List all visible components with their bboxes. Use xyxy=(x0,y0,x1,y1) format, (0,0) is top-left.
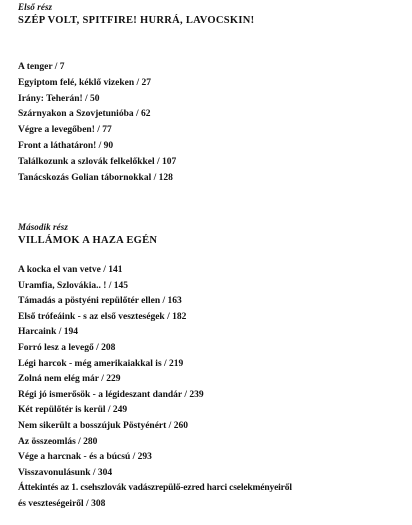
toc-entry: A tenger / 7 xyxy=(18,62,65,72)
toc-entry: Zolná nem elég már / 229 xyxy=(18,374,121,385)
part2-label: Második rész xyxy=(18,222,68,232)
toc-entry: Forró lesz a levegő / 208 xyxy=(18,342,116,353)
part2-toc-list xyxy=(18,263,292,513)
toc-entry: Első trófeáink - s az első veszteségek / 182 xyxy=(18,311,187,322)
toc-entry: Irány: Teherán! / 50 xyxy=(18,93,100,104)
toc-entry: Vége a harcnak - és a búcsú / 293 xyxy=(18,452,152,463)
toc-entry: Szárnyakon a Szovjetunióba / 62 xyxy=(18,109,151,120)
toc-entry: Uramfia, Szlovákia.. ! / 145 xyxy=(18,280,129,291)
toc-entry: Találkozunk a szlovák felkelőkkel / 107 xyxy=(18,156,177,167)
toc-entry: Két repülőtér is kerül / 249 xyxy=(18,405,128,416)
part1-title: SZÉP VOLT, SPITFIRE! HURRÁ, LAVOCSKIN! xyxy=(18,15,255,26)
toc-entry: Tanácskozás Golian tábornokkal / 128 xyxy=(18,172,173,183)
part2-title: VILLÁMOK A HAZA EGÉN xyxy=(18,235,158,246)
toc-entry: és veszteségeiről / 308 xyxy=(18,498,106,509)
toc-entry: Légi harcok - még amerikaiakkal is / 219 xyxy=(18,358,184,369)
part1-label: Első rész xyxy=(18,2,53,12)
toc-entry: Az összeomlás / 280 xyxy=(18,436,98,447)
toc-entry: Áttekintés az 1. csehszlovák vadászrepülő-ezred harci cselekményeiről xyxy=(18,483,292,494)
toc-entry: A kocka el van vetve / 141 xyxy=(18,265,123,275)
toc-entry: Harcaink / 194 xyxy=(18,327,78,338)
toc-entry: Front a láthatáron! / 90 xyxy=(18,140,114,151)
part1-toc-list xyxy=(18,60,176,186)
toc-entry: Nem sikerült a bosszújuk Pöstyénért / 260 xyxy=(18,420,188,431)
toc-entry: Régi jó ismerősök - a légideszant dandár / 239 xyxy=(18,389,204,400)
toc-entry: Támadás a pöstyéni repülőtér ellen / 163 xyxy=(18,296,182,307)
toc-entry: Visszavonulásunk / 304 xyxy=(18,467,113,478)
toc-entry: Végre a levegőben! / 77 xyxy=(18,125,112,136)
toc-entry: Egyiptom felé, kéklő vizeken / 27 xyxy=(18,77,151,88)
